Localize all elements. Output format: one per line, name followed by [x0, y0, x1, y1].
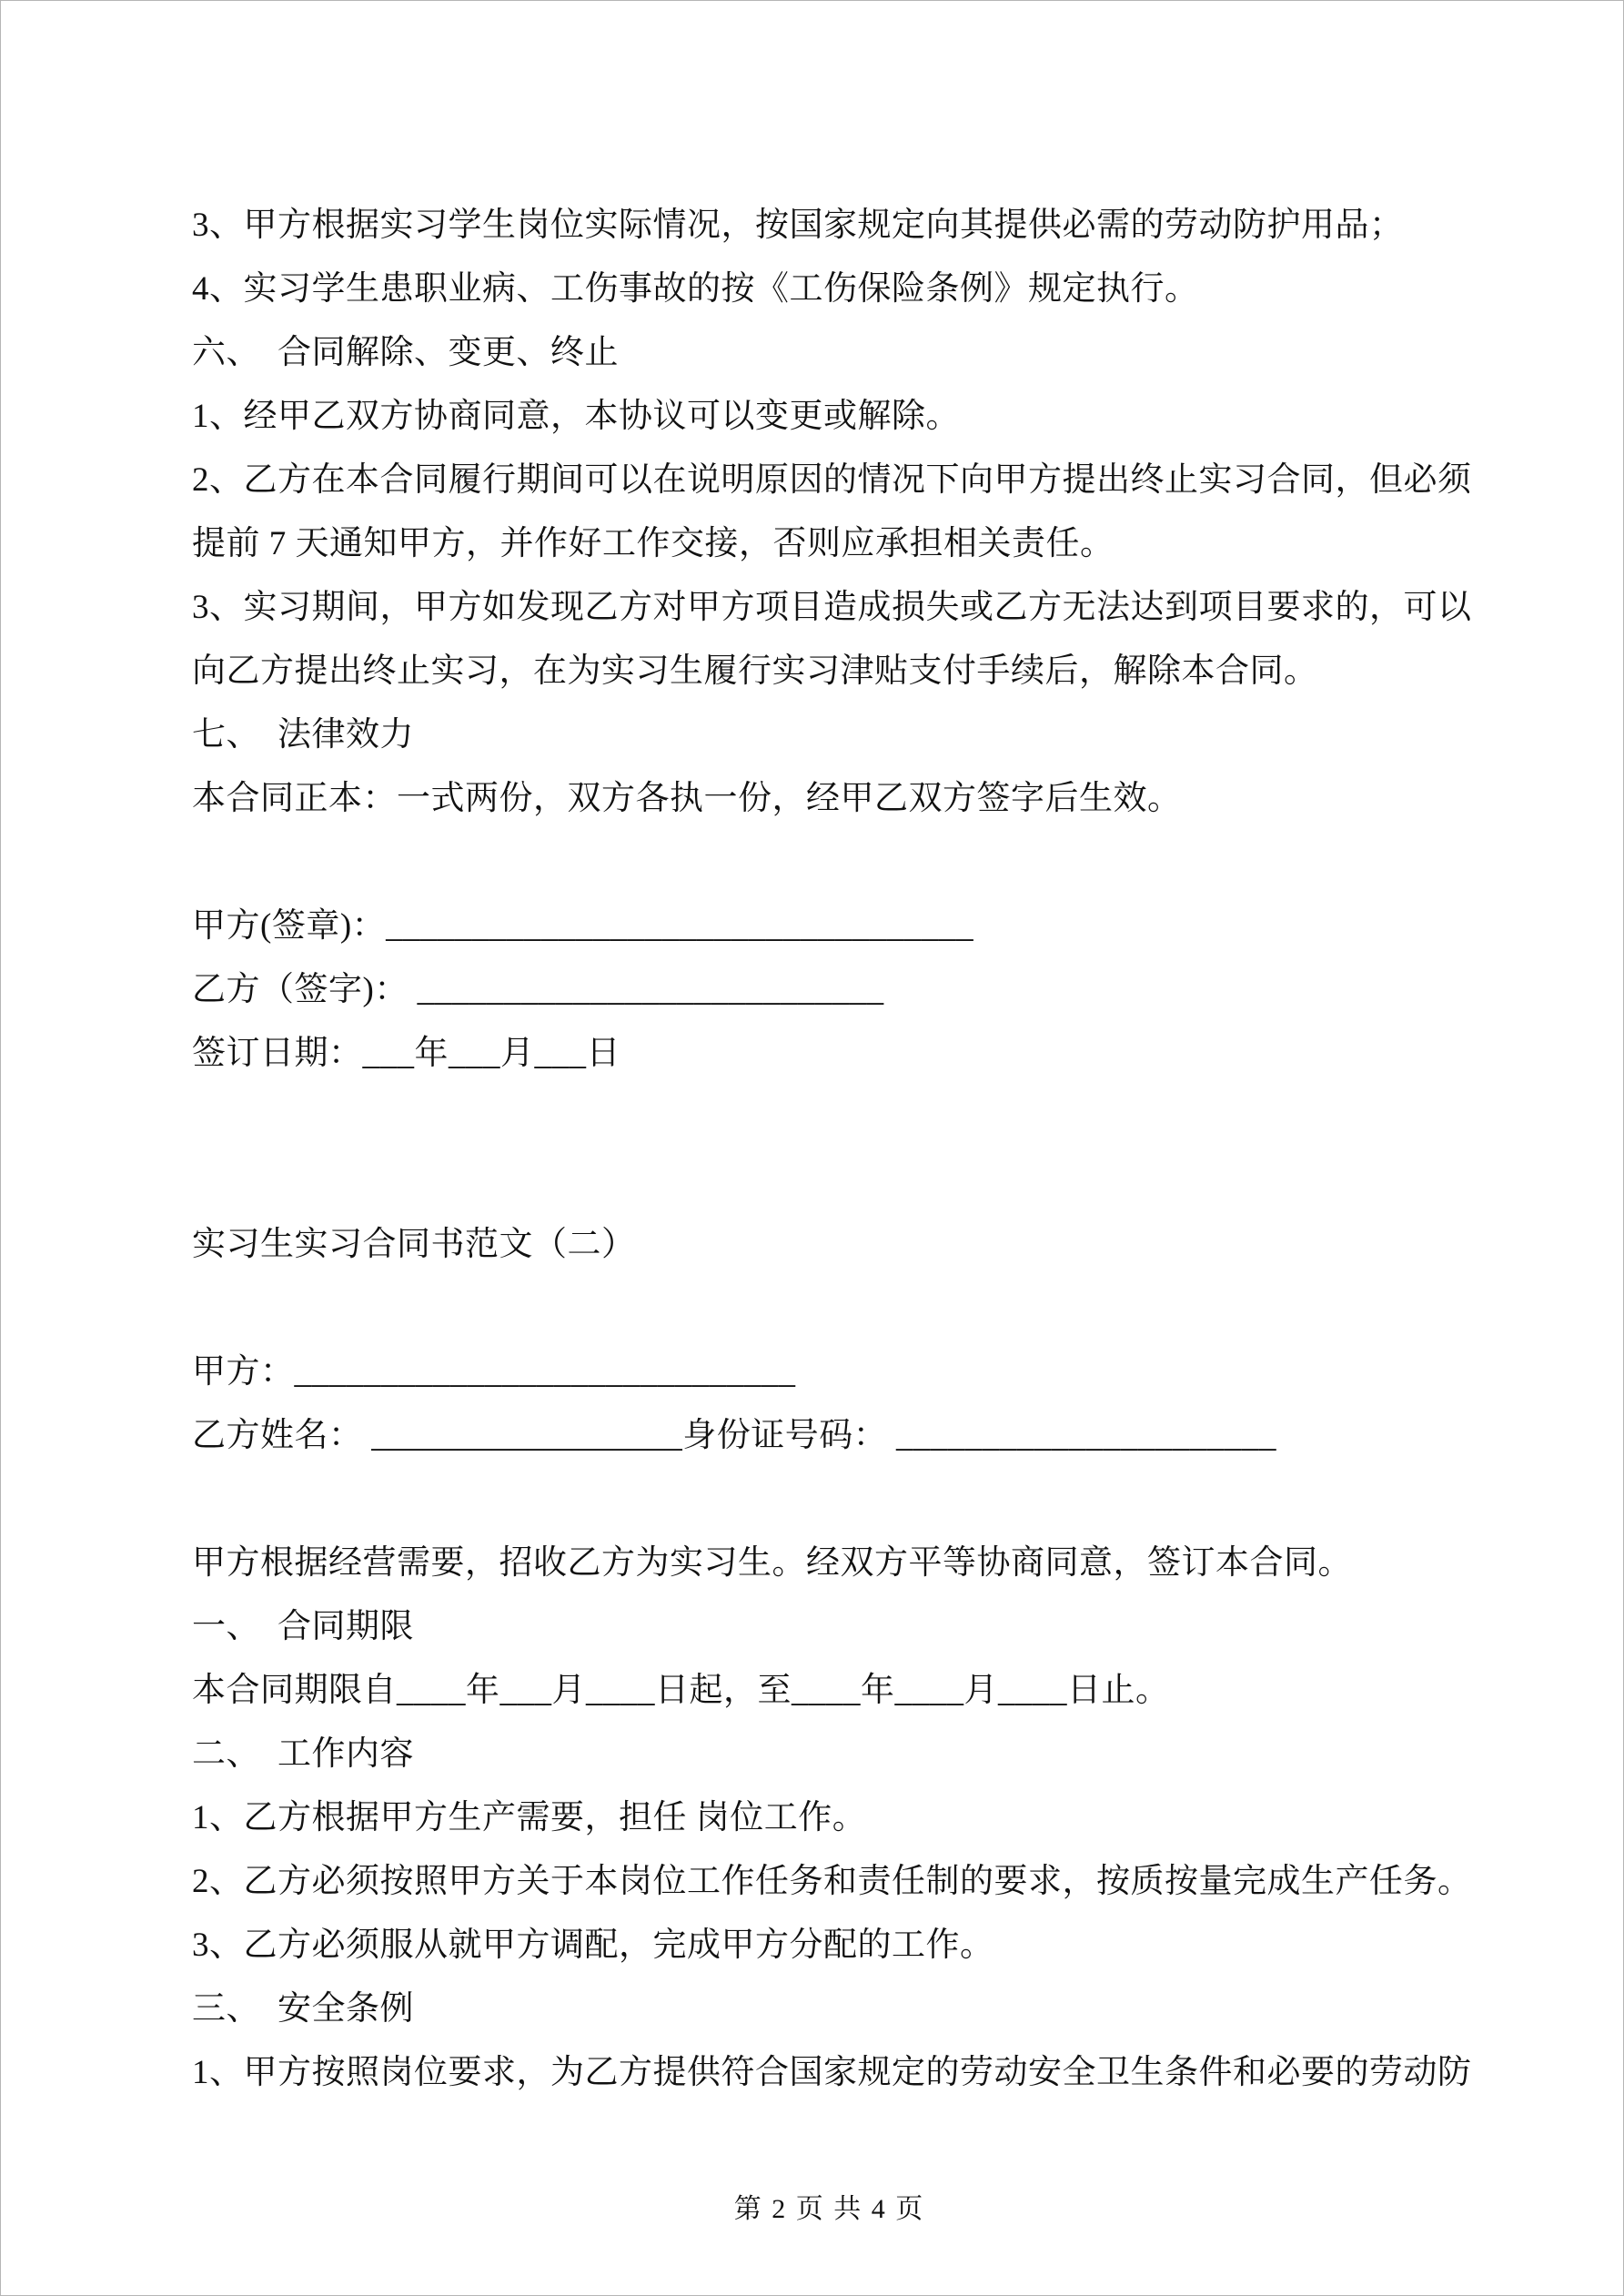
text-line: 4、实习学生患职业病、工伤事故的按《工伤保险条例》规定执行。	[192, 270, 1199, 308]
page-number-text: 第 2 页 共 4 页	[733, 2194, 925, 2224]
text-line: 六、 合同解除、变更、终止	[192, 334, 619, 371]
text-line: 三、 安全条例	[192, 1990, 414, 2028]
text-line: 乙方（签字)： ___________________________	[192, 971, 884, 1008]
text-line: 2、乙方在本合同履行期间可以在说明原因的情况下向甲方提出终止实习合同，但必须	[192, 461, 1472, 499]
text-line: 3、甲方根据实习学生岗位实际情况，按国家规定向其提供必需的劳动防护用品；	[192, 207, 1404, 244]
text-line: 1、乙方根据甲方生产需要，担任 岗位工作。	[192, 1799, 867, 1836]
text-line: 签订日期：___年___月___日	[192, 1035, 620, 1072]
text-line: 本合同期限自____年___月____日起，至____年____月____日止。	[192, 1672, 1170, 1709]
blank-line	[192, 1277, 1461, 1340]
text-line: 一、 合同期限	[192, 1608, 414, 1645]
text-line: 1、经甲乙双方协商同意，本协议可以变更或解除。	[192, 398, 960, 435]
text-line: 2、乙方必须按照甲方关于本岗位工作任务和责任制的要求，按质按量完成生产任务。	[192, 1863, 1472, 1900]
text-line: 乙方姓名： __________________身份证号码： ______________________	[192, 1417, 1276, 1454]
text-line: 向乙方提出终止实习，在为实习生履行实习津贴支付手续后，解除本合同。	[192, 652, 1318, 690]
text-line: 七、 法律效力	[192, 716, 414, 754]
blank-line	[192, 1149, 1461, 1213]
text-line: 甲方根据经营需要，招收乙方为实习生。经双方平等协商同意，签订本合同。	[192, 1544, 1352, 1582]
text-line: 提前 7 天通知甲方，并作好工作交接，否则应承担相关责任。	[192, 525, 1115, 562]
text-line: 实习生实习合同书范文（二）	[192, 1226, 636, 1263]
text-line: 二、 工作内容	[192, 1735, 414, 1773]
text-line: 甲方(签章)：__________________________________	[192, 907, 974, 945]
text-line: 3、乙方必须服从就甲方调配，完成甲方分配的工作。	[192, 1927, 994, 1964]
text-line: 甲方：_____________________________	[192, 1353, 796, 1391]
text-line: 本合同正本：一式两份，双方各执一份，经甲乙双方签字后生效。	[192, 780, 1182, 817]
text-line: 3、实习期间，甲方如发现乙方对甲方项目造成损失或乙方无法达到项目要求的，可以	[192, 589, 1472, 626]
document-body	[192, 194, 1472, 2105]
blank-line	[192, 1468, 1461, 1532]
text-line: 1、甲方按照岗位要求，为乙方提供符合国家规定的劳动安全卫生条件和必要的劳动防	[192, 2054, 1472, 2091]
blank-line	[192, 1086, 1461, 1149]
page-footer	[1, 2114, 1623, 2224]
blank-line	[192, 831, 1461, 895]
